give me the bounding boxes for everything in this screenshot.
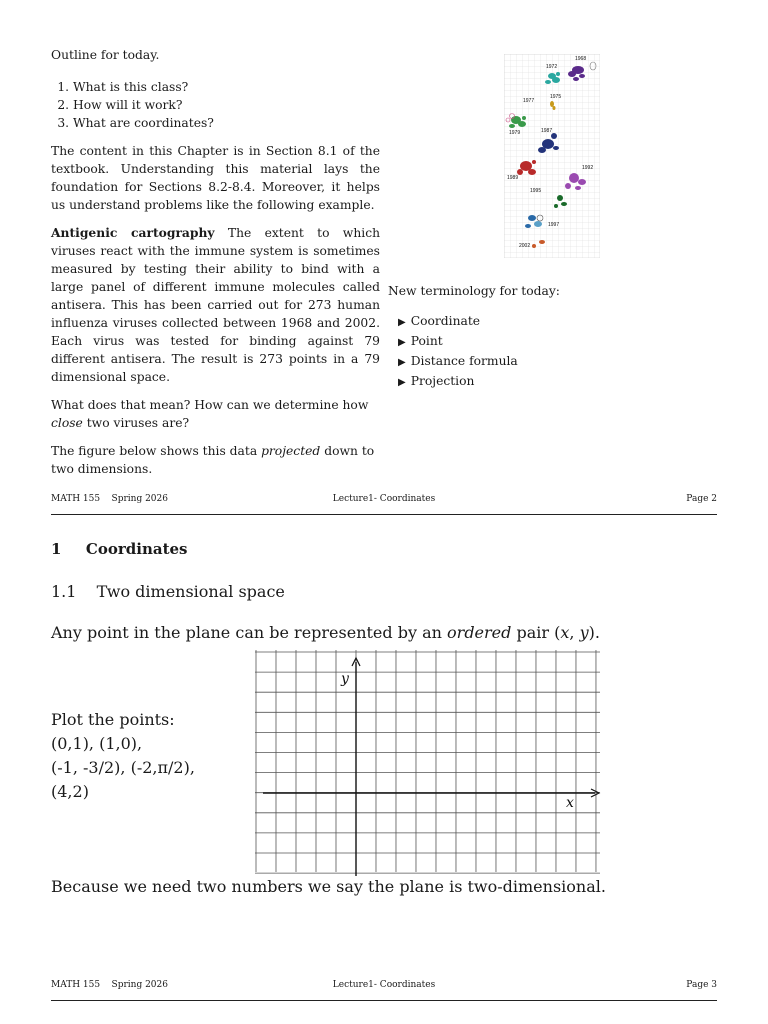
subsection-number: 1.1 bbox=[51, 582, 77, 601]
year-label: 2002 bbox=[519, 243, 531, 249]
footer-course: MATH 155 Spring 2026 bbox=[51, 494, 168, 504]
emphasis-projected: projected bbox=[261, 444, 321, 458]
outline-item: 2. How will it work? bbox=[73, 96, 380, 114]
footer-page-number: Page 3 bbox=[686, 980, 717, 990]
plot-points-list bbox=[51, 708, 195, 804]
subsection-title: Two dimensional space bbox=[96, 582, 285, 601]
footer-lecture: Lecture1- Coordinates bbox=[332, 494, 436, 504]
figure-text-end: down to two dimensions. bbox=[51, 444, 375, 476]
footer-rule bbox=[51, 514, 717, 515]
antigenic-text: The extent to which viruses react with the immune system is sometimes measured by testing their ability to bind with a large panel of different immune molecules called antisera. This has been carried out for 273 human influenza viruses collected between 1968 and 2002. Each virus was tested for binding against 79 different antisera. The result is 273 points in a 79 dimensional space. bbox=[51, 226, 380, 384]
y-axis-label: y bbox=[341, 671, 349, 687]
left-column bbox=[51, 46, 380, 488]
year-label: 1979 bbox=[509, 130, 521, 136]
antigenic-map-figure bbox=[504, 54, 600, 258]
figure-paragraph bbox=[51, 442, 380, 478]
terminology-title: New terminology for today: bbox=[388, 284, 560, 298]
year-label: 1972 bbox=[546, 64, 558, 70]
year-label: 1987 bbox=[541, 128, 553, 134]
intro-text: Any point in the plane can be represented by an bbox=[51, 623, 448, 642]
year-label: 1997 bbox=[548, 222, 560, 228]
section-title: Coordinates bbox=[85, 540, 188, 558]
footer-page-number: Page 2 bbox=[686, 494, 717, 504]
intro-paragraph: The content in this Chapter is in Section 8.1 of the textbook. Understanding this material lays the foundation for Sections 8.2-8.4. Moreover, it helps us understand problems like the following example. bbox=[51, 144, 380, 212]
term-item: ▶ Projection bbox=[398, 372, 708, 392]
year-label: 1975 bbox=[550, 94, 562, 100]
plot-line: (-1, -3/2), (-2,π/2), bbox=[51, 758, 195, 777]
plot-line: (0,1), (1,0), bbox=[51, 734, 143, 753]
question-text-end: two viruses are? bbox=[82, 416, 190, 430]
outline-title: Outline for today. bbox=[51, 48, 160, 62]
subsection-heading bbox=[51, 582, 285, 601]
outline-list bbox=[51, 78, 380, 132]
footer-course: MATH 155 Spring 2026 bbox=[51, 980, 168, 990]
antigenic-title: Antigenic cartography bbox=[51, 225, 215, 240]
year-label: 1977 bbox=[523, 98, 535, 104]
right-column bbox=[388, 282, 708, 392]
section-heading bbox=[51, 540, 188, 558]
year-label: 1968 bbox=[575, 56, 587, 62]
plot-line: (4,2) bbox=[51, 782, 89, 801]
term-item: ▶ Distance formula bbox=[398, 352, 708, 372]
year-label: 1989 bbox=[507, 175, 519, 181]
term-item: ▶ Point bbox=[398, 332, 708, 352]
question-text: What does that mean? How can we determine how bbox=[51, 398, 369, 412]
year-label: 1992 bbox=[582, 165, 594, 171]
plot-line: Plot the points: bbox=[51, 710, 175, 729]
footer-rule bbox=[51, 1000, 717, 1001]
var-y: y bbox=[579, 623, 589, 642]
term-item: ▶ Coordinate bbox=[398, 312, 708, 332]
emphasis-ordered: ordered bbox=[447, 623, 512, 642]
intro-text-end: ). bbox=[588, 623, 600, 642]
page-3 bbox=[0, 516, 768, 1024]
conclusion-sentence: Because we need two numbers we say the plane is two-dimensional. bbox=[51, 877, 606, 896]
intro-text-pair: pair ( bbox=[511, 623, 561, 642]
x-axis-label: x bbox=[566, 795, 574, 811]
section-number: 1 bbox=[51, 540, 62, 558]
question-paragraph bbox=[51, 396, 380, 432]
ordered-pair-sentence bbox=[51, 623, 600, 642]
emphasis-close: close bbox=[51, 416, 83, 430]
intro-comma: , bbox=[569, 623, 580, 642]
var-x: x bbox=[560, 623, 570, 642]
year-label: 1995 bbox=[530, 188, 542, 194]
figure-text: The figure below shows this data bbox=[51, 444, 262, 458]
outline-item: 1. What is this class? bbox=[73, 78, 380, 96]
coordinate-grid bbox=[255, 650, 605, 876]
footer-lecture: Lecture1- Coordinates bbox=[332, 980, 436, 990]
antigenic-paragraph bbox=[51, 224, 380, 386]
outline-item: 3. What are coordinates? bbox=[73, 114, 380, 132]
terminology-list bbox=[388, 312, 708, 392]
